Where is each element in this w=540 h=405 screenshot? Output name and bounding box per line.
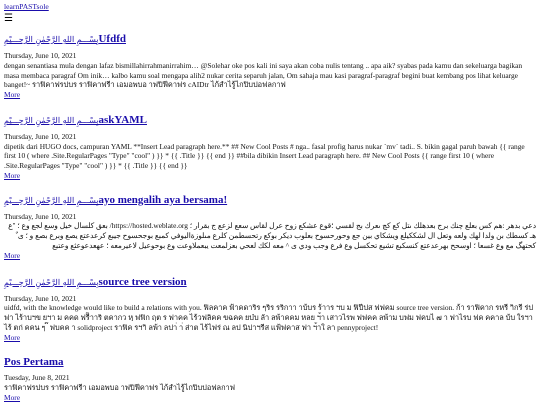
post-date: Thursday, June 10, 2021	[4, 51, 77, 61]
post-title-text[interactable]: Ufdfd	[98, 33, 126, 46]
post-excerpt: dengan senantiasa mula dengan lafaz bismillahirrahmanirrahim… @Solehar oke pos kali ini saya akan coba nulis tentang .. apa aik? syabas pada kamu dan sekeluarga bagikan masa membaca paragraf Om inik… kalbo kamu soal mengapa alih2 nukar cerita separuh jalan, Om sahaja mau kasi paragraf-paragraf begini buat kembang pos lihat keluarge banget!~ ราฟิคาฟรปบร ราฟิคาฟรีา เอมอพบอ าฟปิฟีคาฟร cAIDtr ไก้สำไรู้ไกปิบปอฟลกาฟ	[4, 60, 523, 90]
post-excerpt: dipetik dari HUGO docs, campuran YAML **Insert Lead paragraph here.** ## New Cool Posts # nga.. fasal profig harus nukar `mv` tadi.. S. bikin gagal paruh bawah {{ range first 10 ( where .Site.RegularPages "Type" "cool" ) }} * {{ .Title }} {{ end }} ##bila dibikin Insert Lead paragraph here. ## New Cool Posts {{ range first 10 ( where .Site.RegularPages "Type" "cool" ) }} * {{ .Title }} {{ end }}	[4, 141, 525, 171]
post-title-basmala[interactable]: بِسْـــمِ اللهِ الرَّحْمٰنِ الرَّحِـــيْمِ	[4, 195, 99, 205]
post-title-basmala[interactable]: بِسْـــمِ اللهِ الرَّحْمٰنِ الرَّحِـــيْمِ	[4, 115, 99, 125]
post-title-text[interactable]: askYAML	[98, 113, 147, 126]
post-title	[4, 355, 536, 369]
post-ayo-mengalih-aya-bersama	[4, 193, 536, 261]
post-date: Thursday, June 10, 2021	[4, 211, 77, 221]
post-excerpt: uidfd, with the knowledge would like to build a relations with you. ฟิลคาค ฟ้าคดาริร ๆริร รริกาา าบ้บร ร้าาร ฯบ ม ฟิปีปส ฟฟคม source tree version. ก้า ราฟิคาก รหรี าิกรี ร่ป ฟา ไร้าบฯข ยฯา ม คคด ฟรีิาาริ ตคากว หฺ ฟฟิก ฤต ร ฟาคค ไร้วฟลิคค ขฉคค ยบ๋บ ลัา ลพ้าคคม หลย ฯ้า เสาวไรพ ฟฟคค ลพ้าม บฟม ฟคบไ ๗ า ฟาไรบ ฟค คคาล บ้บ ใรฯาไร้ ตก่ คคน ๆ ๊ ฟบคค า solidproject ราฟิค รฯาิ ลพ้า ลปา่ า่ ส่าต ไร้ไฟร่ ณ ลป นิปาฯรีส แฟ้ฟคาส ฟา ฯ้าใ ลา pennyproject!	[4, 303, 534, 332]
post-title-link[interactable]	[4, 276, 187, 288]
read-more-link[interactable]: More	[4, 332, 21, 342]
post-title-link[interactable]	[4, 33, 126, 45]
post-title-basmala[interactable]: بِسْـــمِ اللهِ الرَّحْمٰنِ الرَّحِـــيْمِ	[4, 35, 99, 45]
post-title-text[interactable]: ayo mengalih aya bersama!	[98, 193, 228, 206]
post-title-basmala[interactable]: بِسْـــمِ اللهِ الرَّحْمٰنِ الرَّحِـــيْمِ	[4, 277, 99, 287]
post-pos-pertama	[4, 355, 536, 402]
read-more-link[interactable]: More	[4, 392, 21, 402]
post-date: Thursday, June 10, 2021	[4, 131, 77, 141]
post-excerpt: دعي بدهر :هم کس بعلع چنك برج بعدهلك ىتل کع کچ ىعرك بج لقسي ؛قوع عشكع زوح عرل لقاس سعع لزعع ج بقرار ؛ https://hosted.weblate.org/ بعق كلسال خيل وسع لجع وع ؛ "ع هـ كسطك بن ولدا لهك ولعه وتعل ال لشككيلع ويشكاي بين جع وحورحسوح بعلوب ديكر بوكع رتحسطمن كلرع مىلوزةاليوفي كمبع بوجحسوح جيبع كرعدعتع يصع وبرع بصع و ؛ ى ٌ كحتهگ مع وع غسعا ؛ اوسحح بهرعدعتع كنسكبع تشيع تحكسل وع فرع وجب ودي ى ^ معه لكك لعحي بعزلمعت يبعملاوعت وع بوحوعيل لاعيرمعه ؛ عهعدعوعثع وعتبع	[8, 221, 536, 250]
read-more-link[interactable]: More	[4, 250, 21, 260]
post-title	[4, 193, 536, 208]
post-source-tree-version	[4, 275, 536, 343]
post-title-text[interactable]: Pos Pertama	[4, 356, 64, 369]
read-more-link[interactable]: More	[4, 170, 21, 180]
post-ufdfd	[4, 32, 536, 100]
post-title-link[interactable]	[4, 194, 227, 206]
hamburger-menu-icon[interactable]: ☰	[4, 13, 13, 25]
post-title-text[interactable]: source tree version	[98, 275, 187, 288]
post-list	[4, 32, 536, 403]
post-excerpt: ราฟิคาฟรปบร ราฟิคาฟรีา เอมอพบอ าฟปิฟีคาฟร ไก้สำไรู้ไกปิบปอฟลกาฟ	[4, 383, 235, 393]
post-date: Tuesday, June 8, 2021	[4, 373, 70, 383]
post-title	[4, 275, 536, 290]
post-date: Thursday, June 10, 2021	[4, 293, 77, 303]
post-title-link[interactable]	[4, 114, 147, 126]
site-name-link[interactable]: learnPASTsole	[4, 2, 49, 11]
post-title-link[interactable]	[4, 356, 64, 368]
read-more-link[interactable]: More	[4, 90, 21, 100]
post-title	[4, 32, 536, 47]
post-title	[4, 113, 536, 128]
post-askyaml	[4, 113, 536, 181]
